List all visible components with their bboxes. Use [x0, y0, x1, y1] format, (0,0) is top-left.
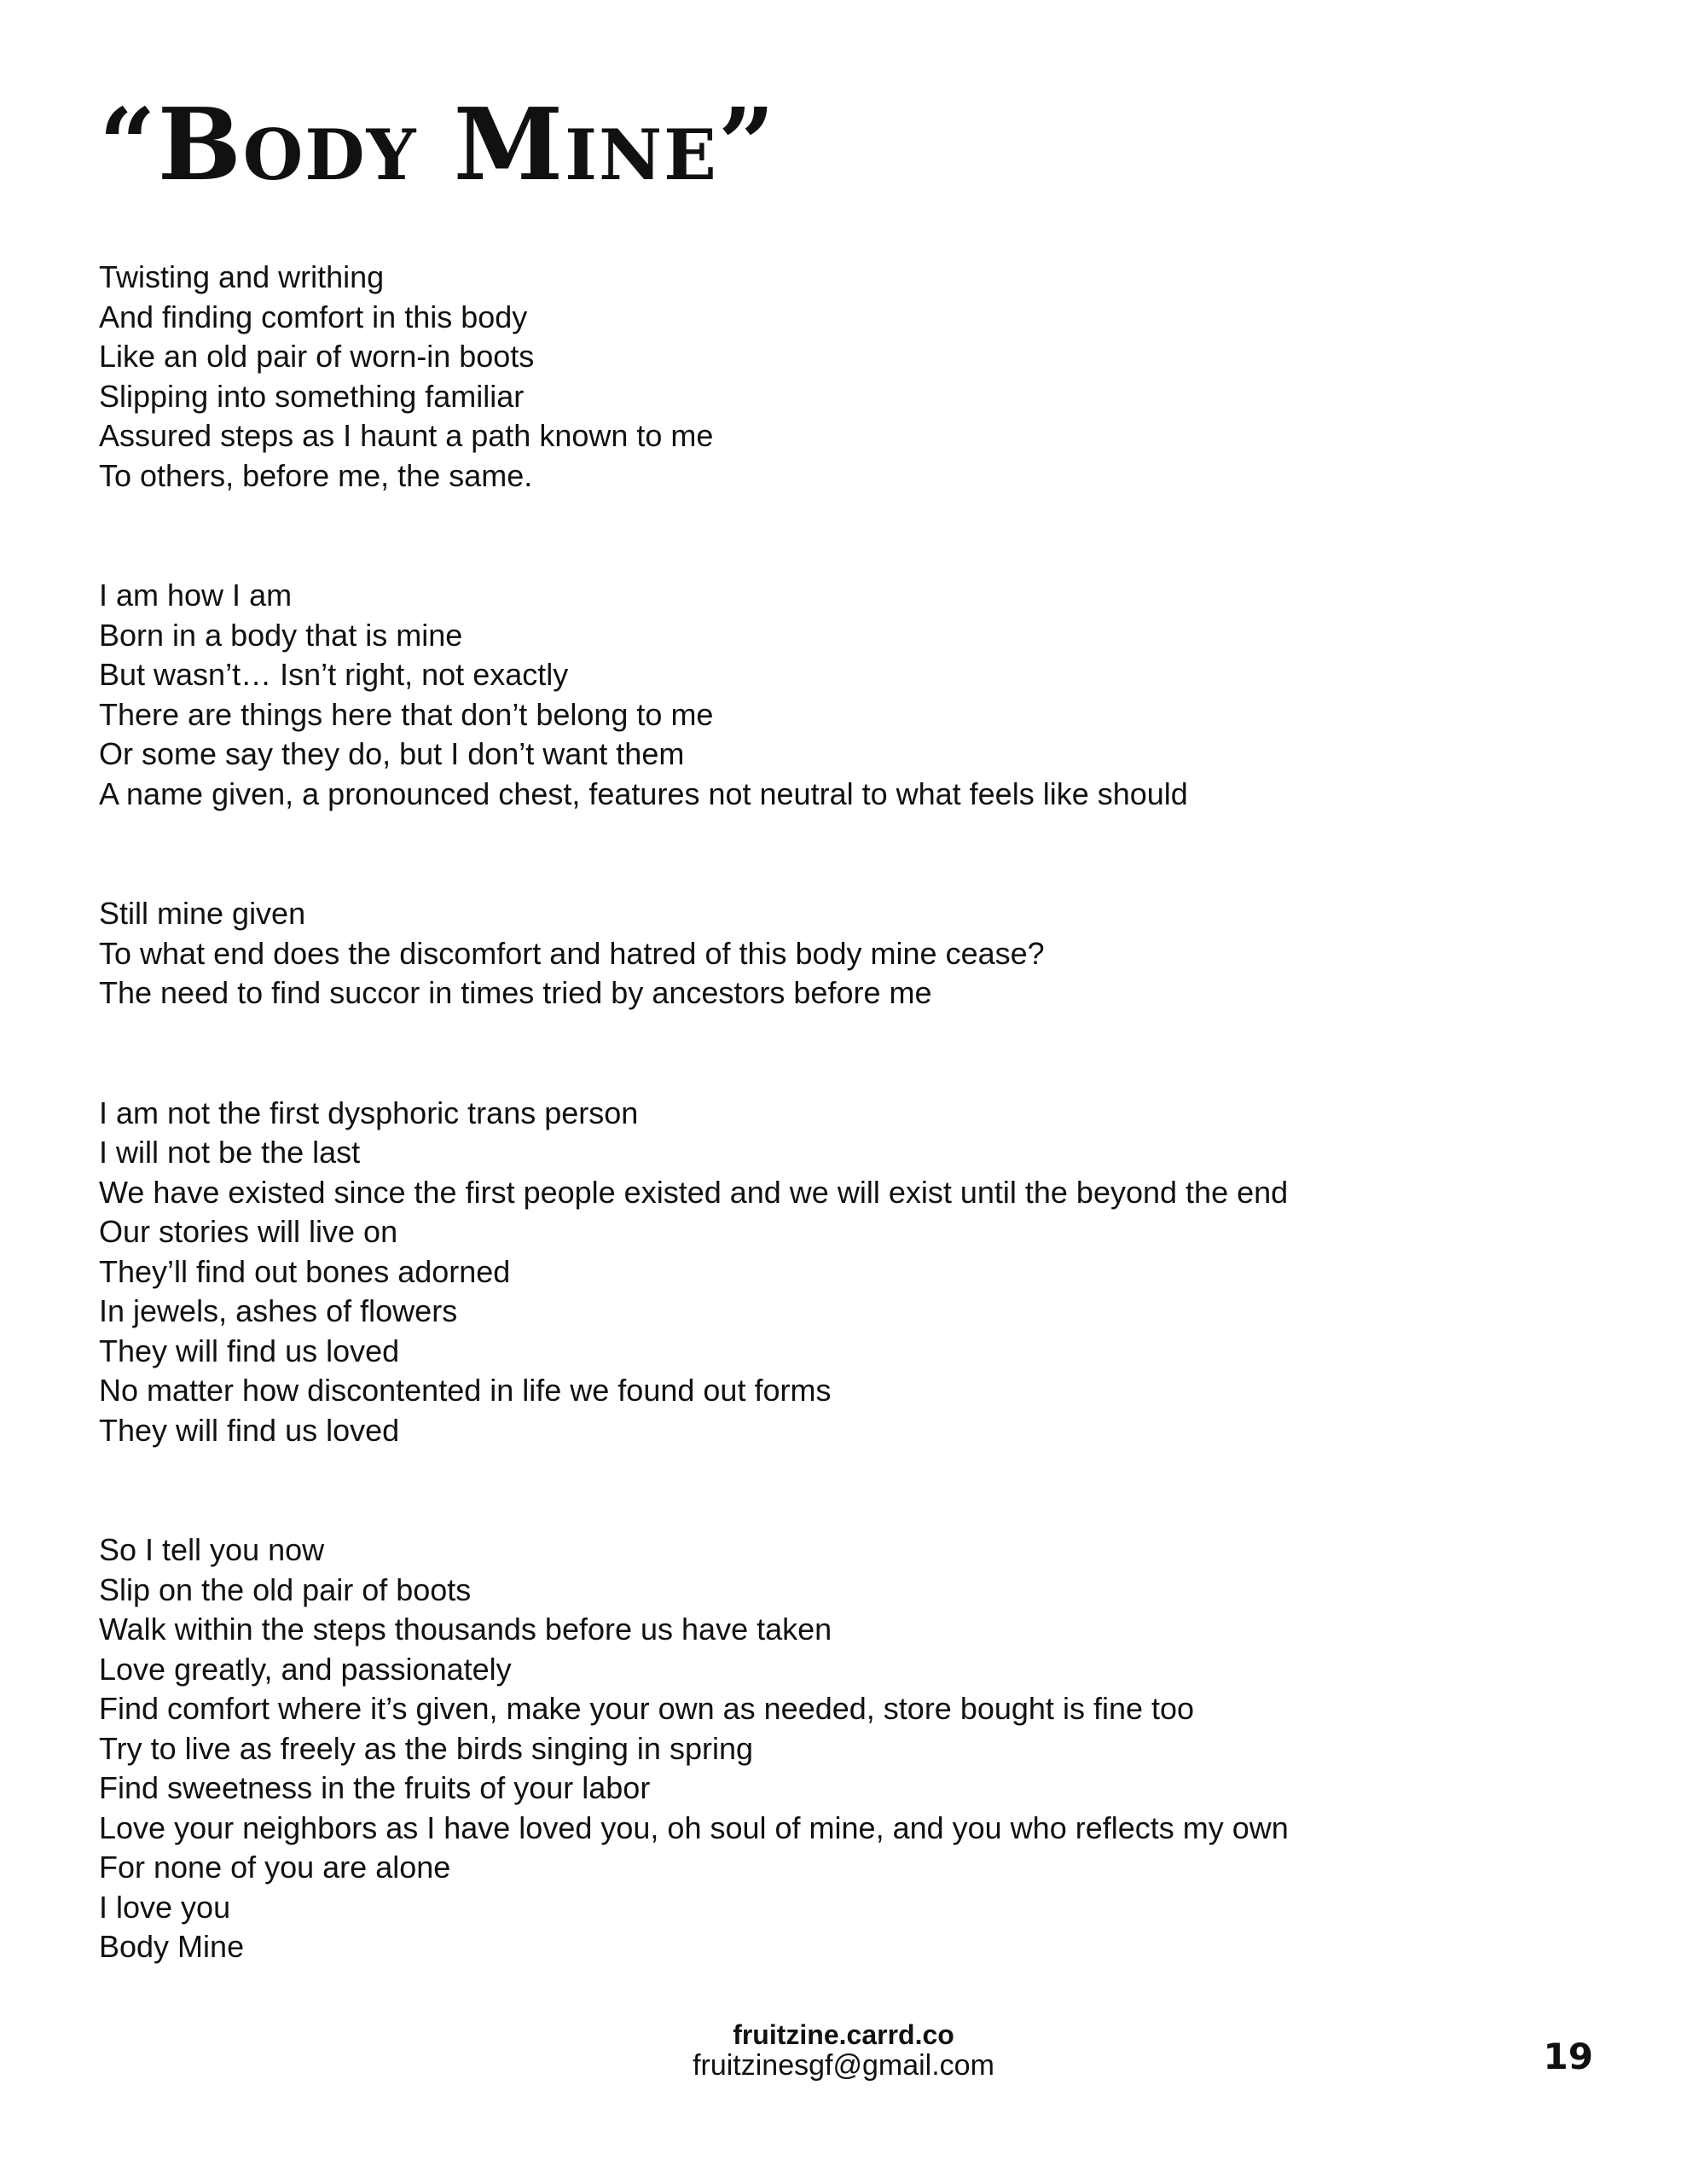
poem-line: Try to live as freely as the birds singing in spring: [99, 1730, 754, 1766]
poem-line: For none of you are alone: [99, 1850, 451, 1885]
poem-line: We have existed since the first people existed and we will exist until the beyond the end: [99, 1174, 1289, 1210]
stanza-4: [99, 1094, 1464, 1451]
poem-line: So I tell you now: [99, 1532, 325, 1567]
poem-line: Slipping into something familiar: [99, 378, 525, 414]
stanza-2: [99, 576, 1464, 814]
poem-body: [99, 258, 1464, 2048]
poem-line: Born in a body that is mine: [99, 617, 463, 653]
poem-line: Twisting and writhing: [99, 259, 385, 294]
poem-line: To others, before me, the same.: [99, 457, 533, 493]
poem-line: A name given, a pronounced chest, features not neutral to what feels like should: [99, 775, 1188, 811]
stanza-1: [99, 258, 1464, 496]
poem-line: Slip on the old pair of boots: [99, 1571, 472, 1607]
stanza-3: [99, 894, 1464, 1014]
poem-line: Like an old pair of worn-in boots: [99, 339, 535, 374]
poem-line: I will not be the last: [99, 1135, 361, 1170]
poem-line: They’ll find out bones adorned: [99, 1253, 511, 1289]
poem-line: Love your neighbors as I have loved you, oh soul of mine, and you who reflects my own: [99, 1809, 1289, 1845]
poem-line: Our stories will live on: [99, 1214, 398, 1249]
poem-line: I love you: [99, 1889, 231, 1925]
poem-line: Assured steps as I haunt a path known to me: [99, 418, 714, 453]
poem-line: I am how I am: [99, 578, 293, 613]
page-footer: [0, 2020, 1687, 2082]
poem-line: Or some say they do, but I don’t want them: [99, 736, 685, 771]
poem-line: Walk within the steps thousands before us have taken: [99, 1612, 832, 1647]
poem-line: They will find us loved: [99, 1412, 400, 1448]
poem-line: Love greatly, and passionately: [99, 1651, 512, 1687]
poem-line: Find comfort where it’s given, make your own as needed, store bought is fine too: [99, 1691, 1195, 1726]
poem-line: The need to find succor in times tried by ancestors before me: [99, 975, 932, 1010]
poem-line: Body Mine: [99, 1929, 245, 1964]
poem-line: To what end does the discomfort and hatred of this body mine cease?: [99, 935, 1045, 971]
footer-website-link[interactable]: fruitzine.carrd.co: [733, 2019, 954, 2050]
stanza-5: [99, 1531, 1464, 1967]
poem-line: I am not the first dysphoric trans person: [99, 1095, 639, 1130]
poem-line: Find sweetness in the fruits of your labor: [99, 1770, 651, 1805]
poem-line: And finding comfort in this body: [99, 299, 528, 334]
poem-line: In jewels, ashes of flowers: [99, 1293, 458, 1328]
poem-line: Still mine given: [99, 896, 306, 931]
poem-line: But wasn’t… Isn’t right, not exactly: [99, 657, 569, 692]
footer-email-link[interactable]: fruitzinesgf@gmail.com: [693, 2049, 994, 2082]
poem-line: There are things here that don’t belong to me: [99, 696, 714, 732]
poem-line: No matter how discontented in life we found out forms: [99, 1373, 832, 1408]
page-number: 19: [1543, 2036, 1593, 2077]
poem-line: They will find us loved: [99, 1333, 400, 1368]
poem-title: “Body Mine”: [99, 87, 777, 203]
